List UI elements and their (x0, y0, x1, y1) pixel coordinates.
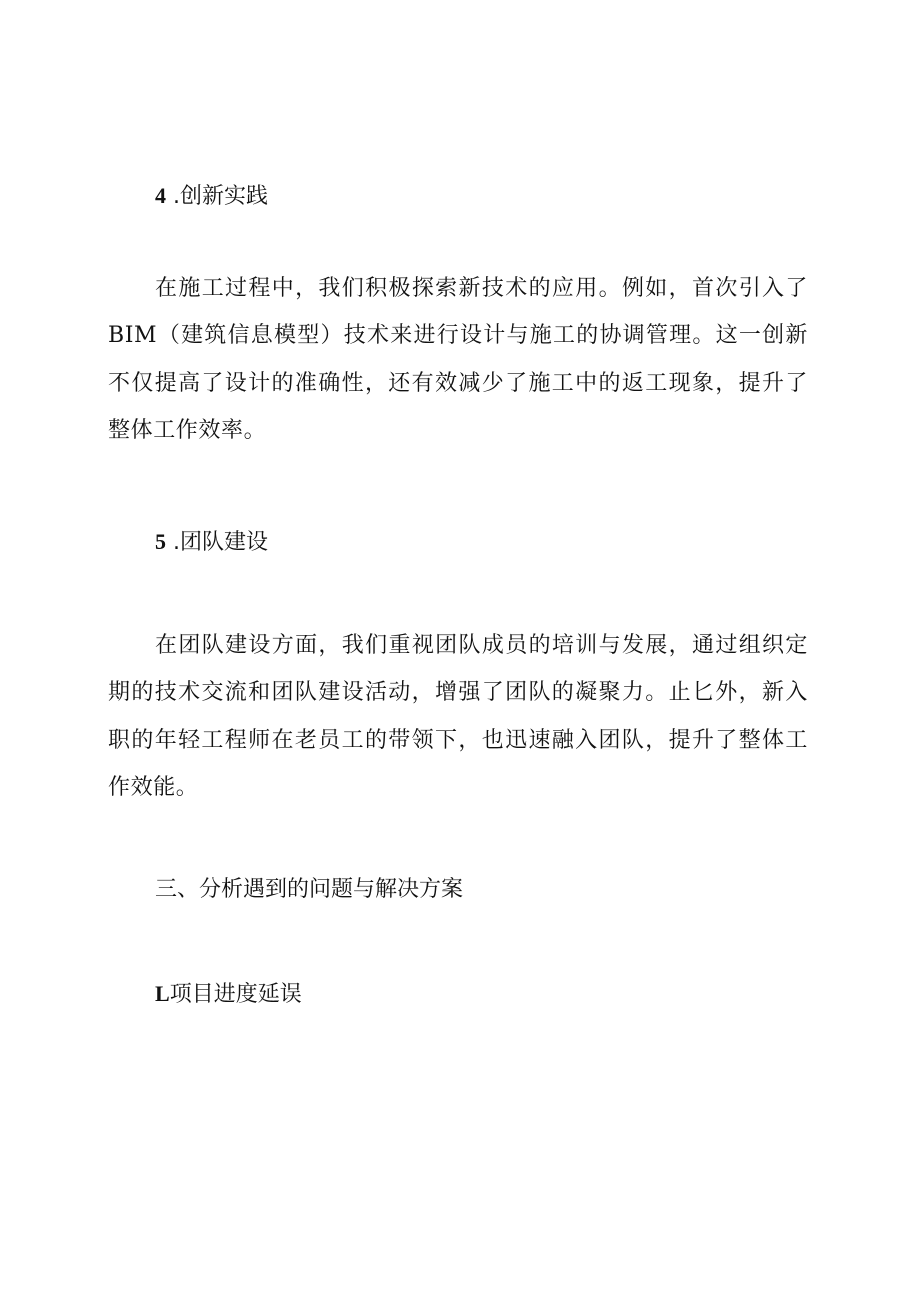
sub-heading-schedule-delay (155, 979, 302, 1010)
section-title: .创新实践 (166, 184, 268, 209)
paragraph-team-building: 在团队建设方面，我们重视团队成员的培训与发展，通过组织定期的技术交流和团队建设活动，增强了团队的凝聚力。止匕外，新入职的年轻工程师在老员工的带领下，也迅速融入团队，提升了整体工作效能。 (108, 633, 808, 800)
section-number: 4 (155, 183, 166, 208)
sub-heading-number: L (155, 981, 170, 1006)
part-heading: 三、分析遇到的问题与解决方案 (155, 877, 464, 902)
paragraph-innovation: 在施工过程中，我们积极探索新技术的应用。例如，首次引入了BIM（建筑信息模型）技术来进行设计与施工的协调管理。这一创新不仅提高了设计的准确性，还有效减少了施工中的返工现象，提升了整体工作效率。 (108, 276, 808, 443)
section-title: .团队建设 (166, 530, 268, 555)
section-heading-innovation (155, 181, 268, 212)
sub-heading-title: 项目进度延误 (169, 982, 302, 1007)
section-number: 5 (155, 529, 166, 554)
section-heading-team-building (155, 527, 268, 558)
